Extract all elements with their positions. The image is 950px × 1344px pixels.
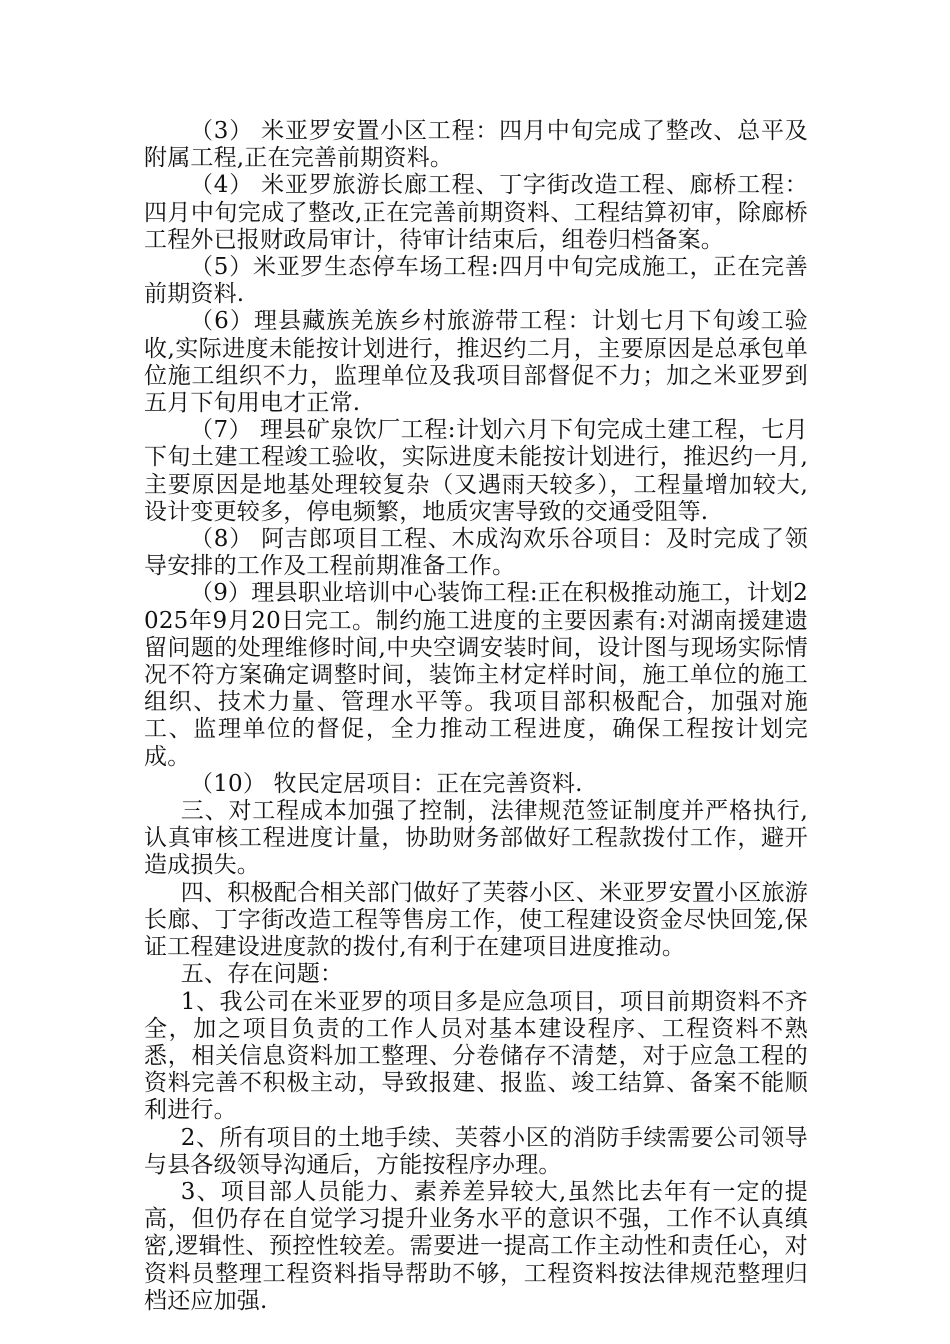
- problem-item-2: 2、所有项目的土地手续、芙蓉小区的消防手续需要公司领导与县各级领导沟通后，方能按程序办理。: [144, 1124, 808, 1178]
- document-body: [144, 118, 808, 1315]
- paragraph-item-9: （9）理县职业培训中心装饰工程:正在积极推动施工，计划2025年9月20日完工。制约施工进度的主要因素有:对湖南援建遗留问题的处理维修时间,中央空调安装时间，设计图与现场实际情况不符方案确定调整时间，装饰主材定样时间，施工单位的施工组织、技术力量、管理水平等。我项目部积极配合，加强对施工、监理单位的督促，全力推动工程进度，确保工程按计划完成。: [144, 580, 808, 770]
- problem-item-1: 1、我公司在米亚罗的项目多是应急项目，项目前期资料不齐全，加之项目负责的工作人员对基本建设程序、工程资料不熟悉，相关信息资料加工整理、分卷储存不清楚，对于应急工程的资料完善不积极主动，导致报建、报监、竣工结算、备案不能顺利进行。: [144, 988, 808, 1124]
- paragraph-item-10: （10） 牧民定居项目：正在完善资料.: [190, 770, 583, 797]
- paragraph-item-3: （3） 米亚罗安置小区工程：四月中旬完成了整改、总平及附属工程,正在完善前期资料。: [144, 118, 808, 172]
- paragraph-item-4: （4） 米亚罗旅游长廊工程、丁字街改造工程、廊桥工程：四月中旬完成了整改,正在完善前期资料、工程结算初审，除廊桥工程外已报财政局审计，待审计结束后，组卷归档备案。: [144, 172, 808, 253]
- section-cost-control: 三、对工程成本加强了控制，法律规范签证制度并严格执行,认真审核工程进度计量，协助财务部做好工程款拨付工作，避开造成损失。: [144, 798, 808, 879]
- paragraph-item-5: （5）米亚罗生态停车场工程:四月中旬完成施工，正在完善前期资料.: [144, 254, 808, 308]
- section-sales-cooperation: 四、积极配合相关部门做好了芙蓉小区、米亚罗安置小区旅游长廊、丁字街改造工程等售房工作，使工程建设资金尽快回笼,保证工程建设进度款的拨付,有利于在建项目进度推动。: [144, 879, 808, 961]
- paragraph-item-7: （7） 理县矿泉饮厂工程:计划六月下旬完成土建工程，七月下旬土建工程竣工验收，实际进度未能按计划进行，推迟约一月,主要原因是地基处理较复杂（又遇雨天较多），工程量增加较大,设计变更较多，停电频繁，地质灾害导致的交通受阻等.: [144, 417, 808, 525]
- paragraph-item-8: （8） 阿吉郎项目工程、木成沟欢乐谷项目：及时完成了领导安排的工作及工程前期准备工作。: [144, 526, 808, 580]
- section-problems-heading: 五、存在问题：: [180, 961, 344, 988]
- paragraph-item-6: （6）理县藏族羌族乡村旅游带工程：计划七月下旬竣工验收,实际进度未能按计划进行，推迟约二月，主要原因是总承包单位施工组织不力，监理单位及我项目部督促不力；加之米亚罗到五月下旬用电才正常.: [144, 308, 808, 417]
- problem-item-3: 3、项目部人员能力、素养差异较大,虽然比去年有一定的提高，但仍存在自觉学习提升业务水平的意识不强，工作不认真缜密,逻辑性、预控性较差。需要进一提高工作主动性和责任心，对资料员整理工程资料指导帮助不够，工程资料按法律规范整理归档还应加强.: [144, 1178, 808, 1314]
